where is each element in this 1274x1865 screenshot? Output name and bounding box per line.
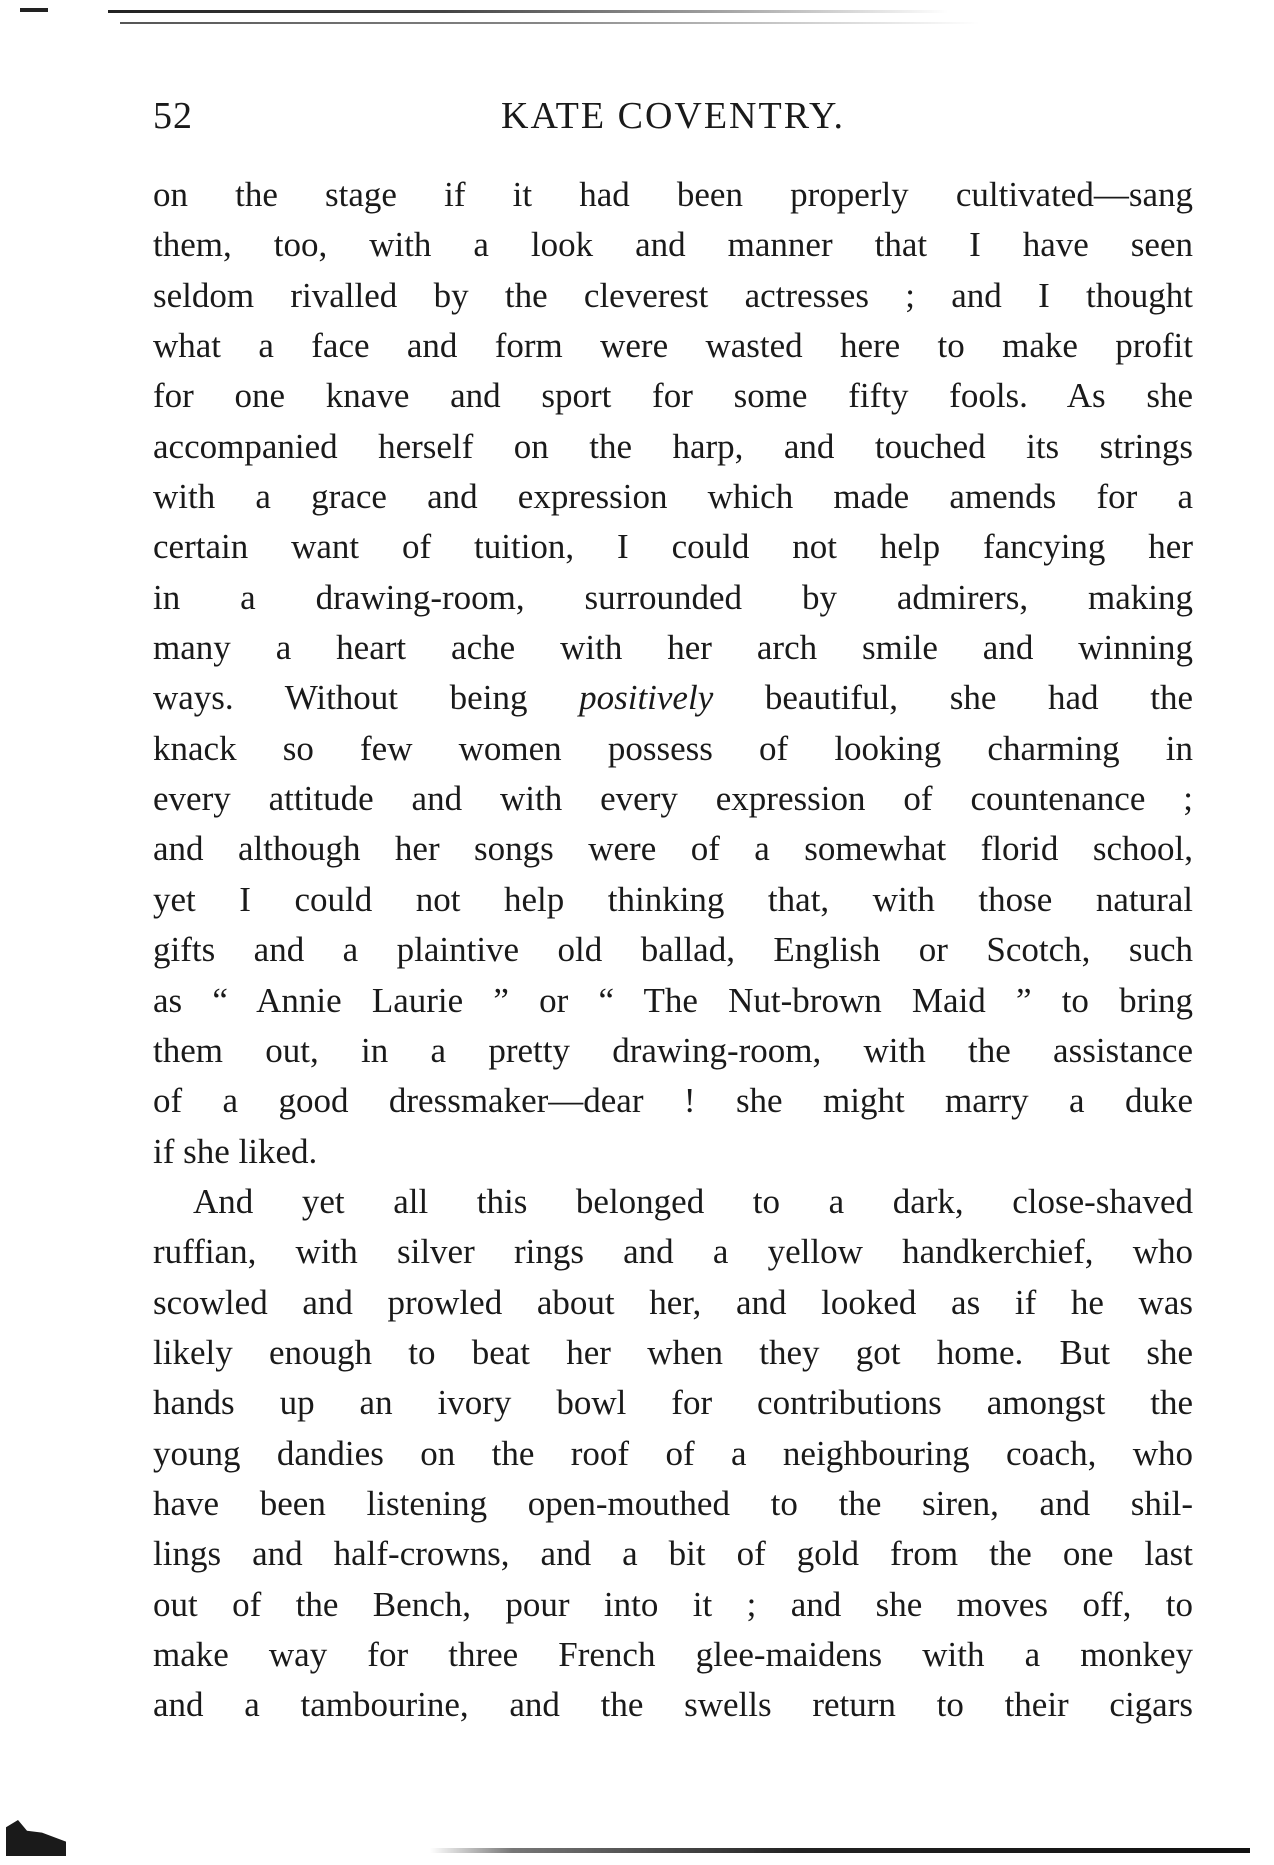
text-line: seldom rivalled by the cleverest actresses ; and I thought: [153, 275, 1193, 315]
text-line: gifts and a plaintive old ballad, English or Scotch, such: [153, 930, 1193, 970]
text-line: with a grace and expression which made amends for a: [153, 477, 1193, 517]
text-line: make way for three French glee-maidens with a monkey: [153, 1634, 1193, 1674]
body-text: [153, 170, 1193, 1731]
text-line: of a good dressmaker—dear ! she might marry a duke: [153, 1081, 1193, 1121]
text-line: out of the Bench, pour into it ; and she moves off, to: [153, 1584, 1193, 1624]
paragraph-2: [153, 1177, 1193, 1731]
text-segment: ways. Without being: [153, 678, 580, 718]
scan-artifact-bottom-left: [6, 1820, 66, 1856]
page-header: [153, 94, 1193, 154]
text-line: hands up an ivory bowl for contributions amongst the: [153, 1383, 1193, 1423]
text-line: have been listening open-mouthed to the siren, and shil-: [153, 1483, 1193, 1523]
text-line: in a drawing-room, surrounded by admirers, making: [153, 577, 1193, 617]
text-line: certain want of tuition, I could not help fancying her: [153, 527, 1193, 567]
text-line-with-italic: [153, 673, 1193, 723]
text-line: them, too, with a look and manner that I have seen: [153, 225, 1193, 265]
text-line: accompanied herself on the harp, and touched its strings: [153, 426, 1193, 466]
text-line: as “ Annie Laurie ” or “ The Nut-brown Maid ” to bring: [153, 980, 1193, 1020]
paragraph-1: [153, 170, 1193, 1177]
text-line: what a face and form were wasted here to make profit: [153, 326, 1193, 366]
text-line: on the stage if it had been properly cultivated—sang: [153, 175, 1193, 214]
text-line: likely enough to beat her when they got home. But she: [153, 1332, 1193, 1372]
italic-word: positively: [579, 678, 714, 718]
text-line-first: And yet all this belonged to a dark, close-shaved: [193, 1181, 1193, 1221]
text-line: and although her songs were of a somewhat florid school,: [153, 829, 1193, 869]
text-line: every attitude and with every expression of countenance ;: [153, 779, 1193, 819]
page-number: 52: [153, 95, 193, 137]
text-line: yet I could not help thinking that, with those natural: [153, 879, 1193, 919]
text-line: them out, in a pretty drawing-room, with the assistance: [153, 1030, 1193, 1070]
text-line: many a heart ache with her arch smile and winning: [153, 628, 1193, 668]
text-line: scowled and prowled about her, and looked as if he was: [153, 1282, 1193, 1322]
running-head: KATE COVENTRY.: [501, 95, 845, 137]
text-line-last: if she liked.: [153, 1131, 318, 1171]
text-line: and a tambourine, and the swells return to their cigars: [153, 1685, 1193, 1725]
scan-artifact-top-rule: [108, 10, 948, 13]
text-line: ruffian, with silver rings and a yellow handkerchief, who: [153, 1232, 1193, 1272]
scan-artifact-top-left: [20, 8, 48, 12]
scan-artifact-top-rule-faint: [120, 22, 980, 24]
scan-artifact-bottom-rule: [430, 1848, 1250, 1853]
text-line: for one knave and sport for some fifty fools. As she: [153, 376, 1193, 416]
text-line: young dandies on the roof of a neighbouring coach, who: [153, 1433, 1193, 1473]
text-line: knack so few women possess of looking charming in: [153, 728, 1193, 768]
text-line: lings and half-crowns, and a bit of gold from the one last: [153, 1534, 1193, 1574]
text-segment: beautiful, she had the: [713, 678, 1193, 718]
